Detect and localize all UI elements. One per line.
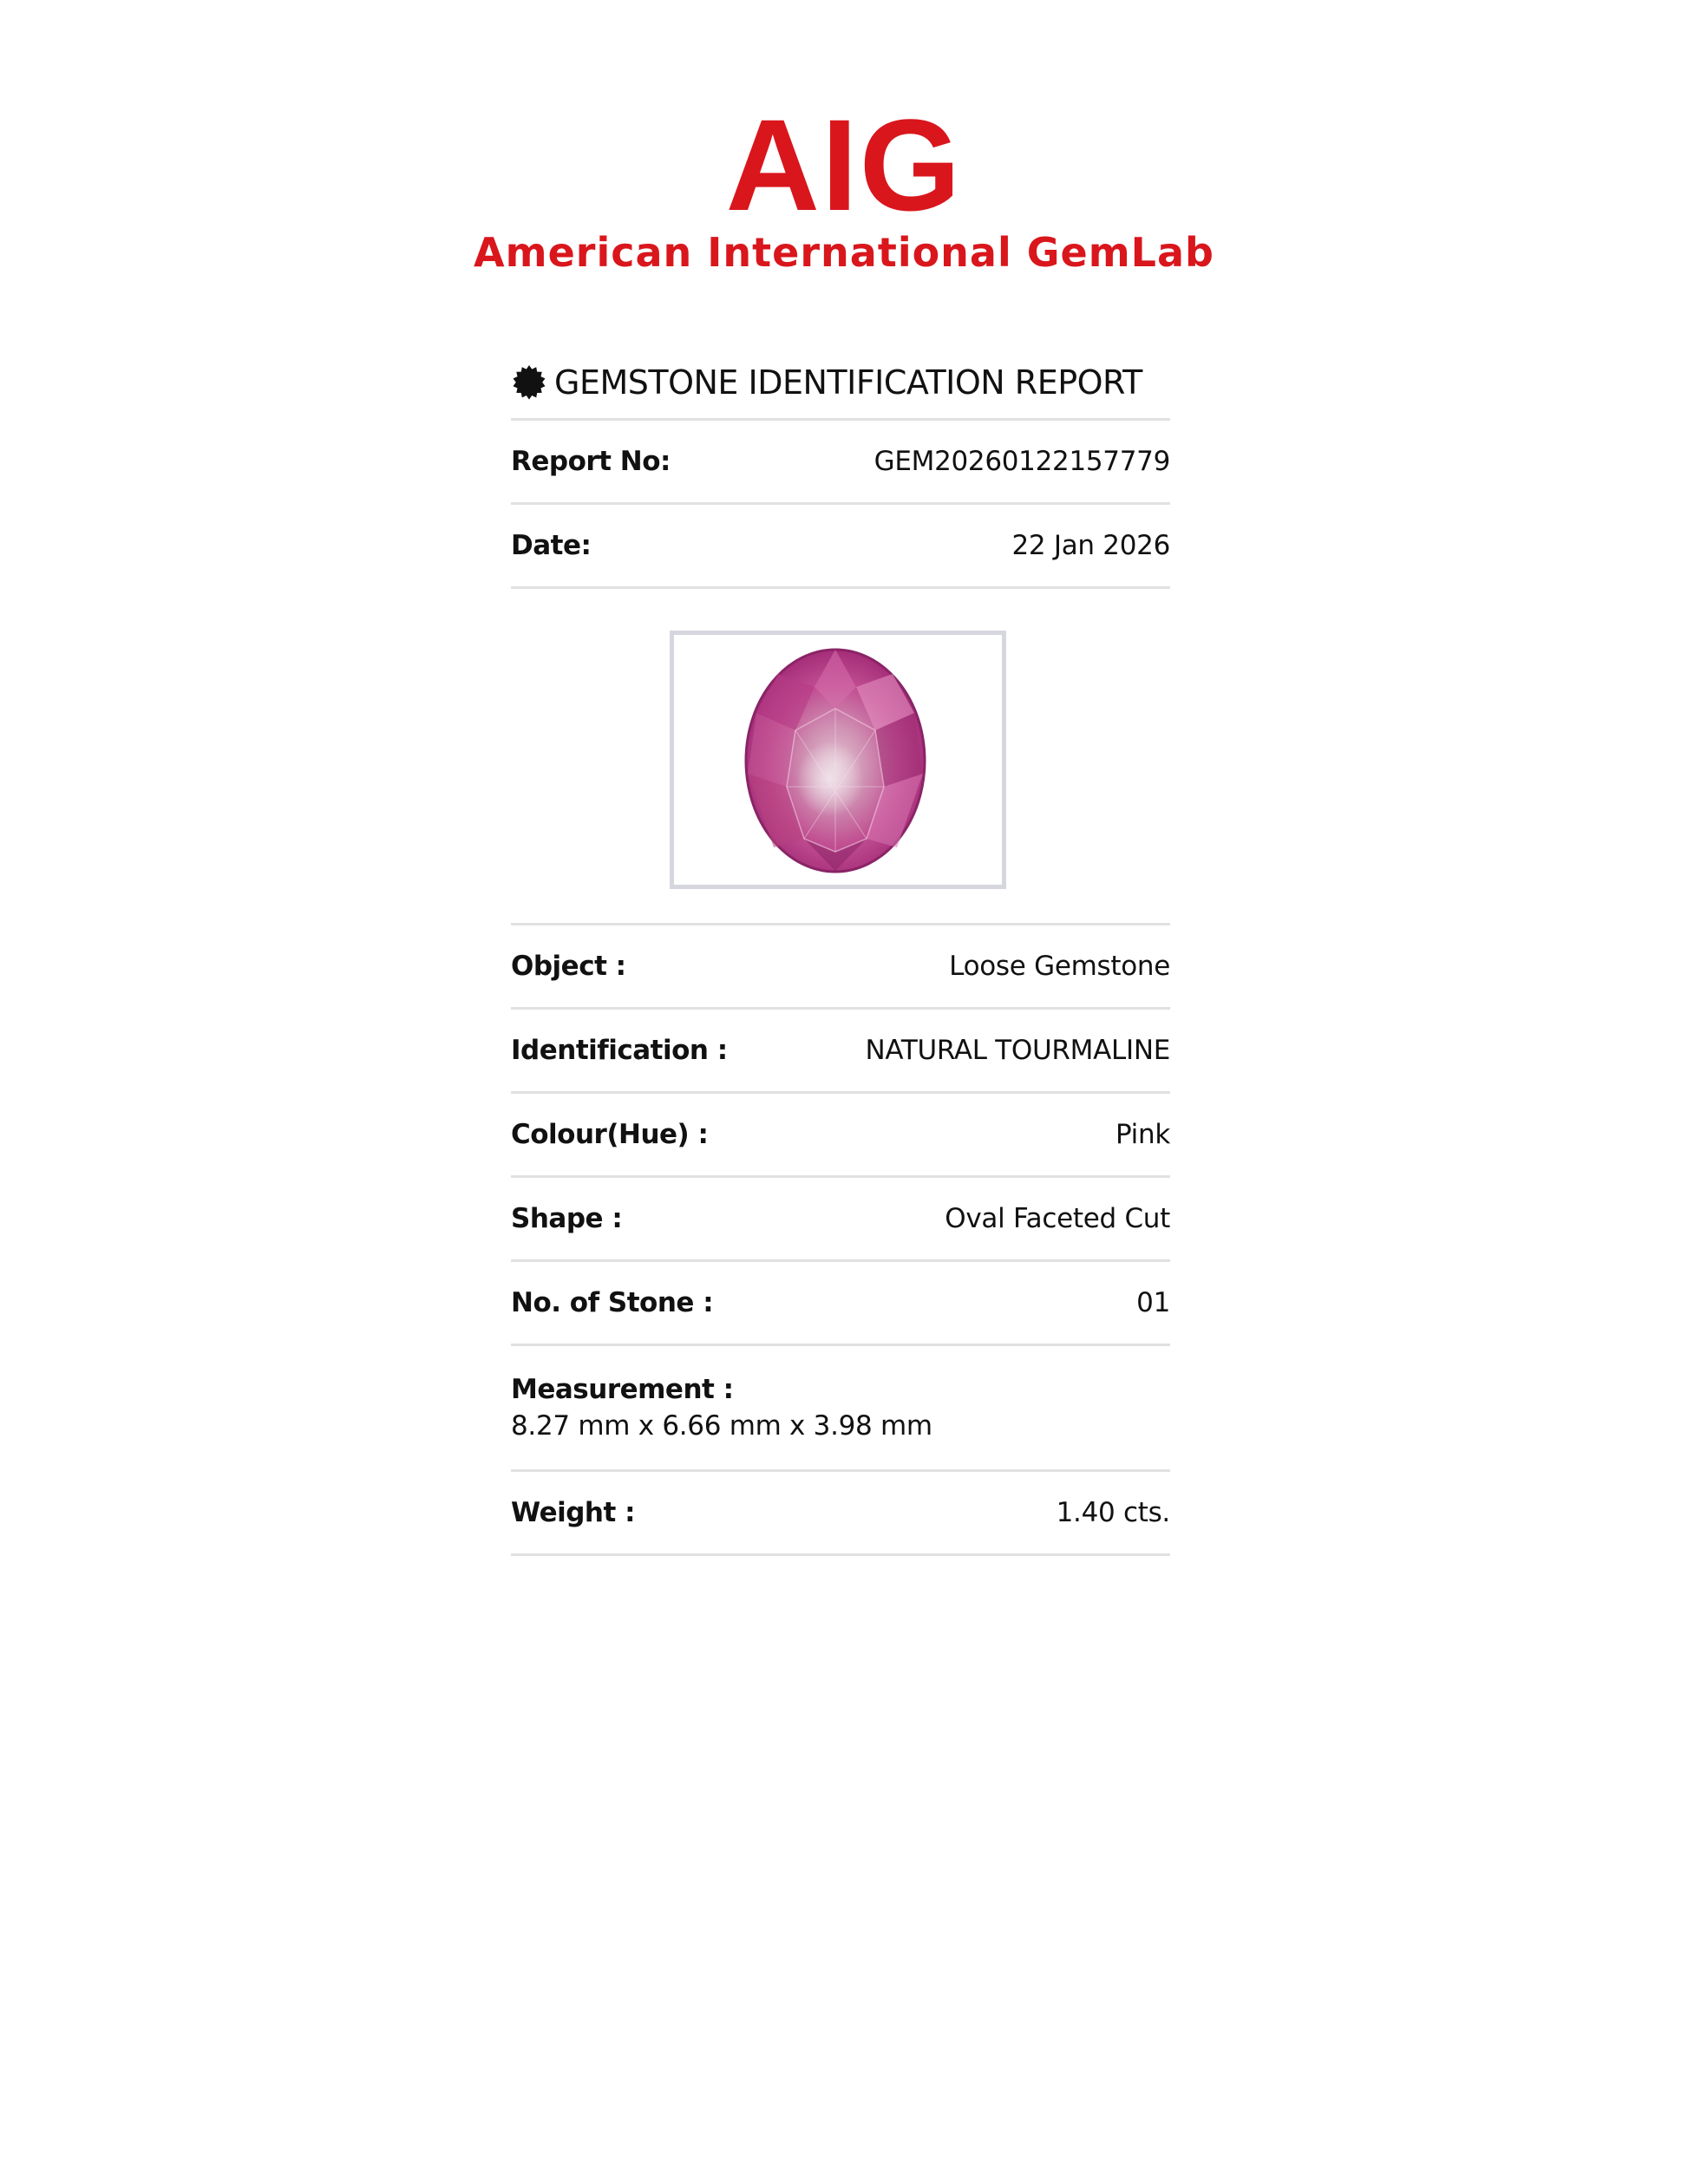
colour-row (511, 1094, 1170, 1178)
stone-count-label: No. of Stone : (511, 1287, 714, 1318)
object-row (511, 923, 1170, 1010)
identification-label: Identification : (511, 1035, 728, 1066)
date-value: 22 Jan 2026 (1011, 530, 1170, 561)
lab-logo (0, 92, 1688, 277)
measurement-row (511, 1346, 1170, 1472)
identification-value: NATURAL TOURMALINE (865, 1035, 1170, 1066)
object-value: Loose Gemstone (949, 951, 1170, 982)
gemstone-image-section (511, 589, 1170, 923)
report-title: GEMSTONE IDENTIFICATION REPORT (554, 363, 1142, 402)
colour-value: Pink (1115, 1119, 1170, 1150)
date-label: Date: (511, 530, 592, 561)
weight-row (511, 1472, 1170, 1556)
gemstone-image-frame (670, 631, 1006, 889)
report-number-label: Report No: (511, 446, 671, 477)
gemstone-photo (674, 635, 1002, 885)
badge-icon (511, 364, 547, 401)
identification-row (511, 1010, 1170, 1094)
stone-count-value: 01 (1136, 1287, 1170, 1318)
report-card (511, 347, 1170, 1556)
shape-value: Oval Faceted Cut (945, 1203, 1170, 1234)
report-number-row (511, 421, 1170, 505)
colour-label: Colour(Hue) : (511, 1119, 709, 1150)
shape-label: Shape : (511, 1203, 623, 1234)
report-heading (511, 347, 1170, 421)
object-label: Object : (511, 951, 626, 982)
shape-row (511, 1178, 1170, 1262)
date-row (511, 505, 1170, 589)
lab-name: American International GemLab (474, 229, 1214, 276)
logo-text: AIG (725, 92, 963, 238)
measurement-label: Measurement : (511, 1374, 734, 1405)
measurement-value: 8.27 mm x 6.66 mm x 3.98 mm (511, 1410, 932, 1442)
weight-label: Weight : (511, 1497, 636, 1528)
stone-count-row (511, 1262, 1170, 1346)
weight-value: 1.40 cts. (1056, 1497, 1170, 1528)
report-number-value: GEM20260122157779 (873, 446, 1170, 477)
